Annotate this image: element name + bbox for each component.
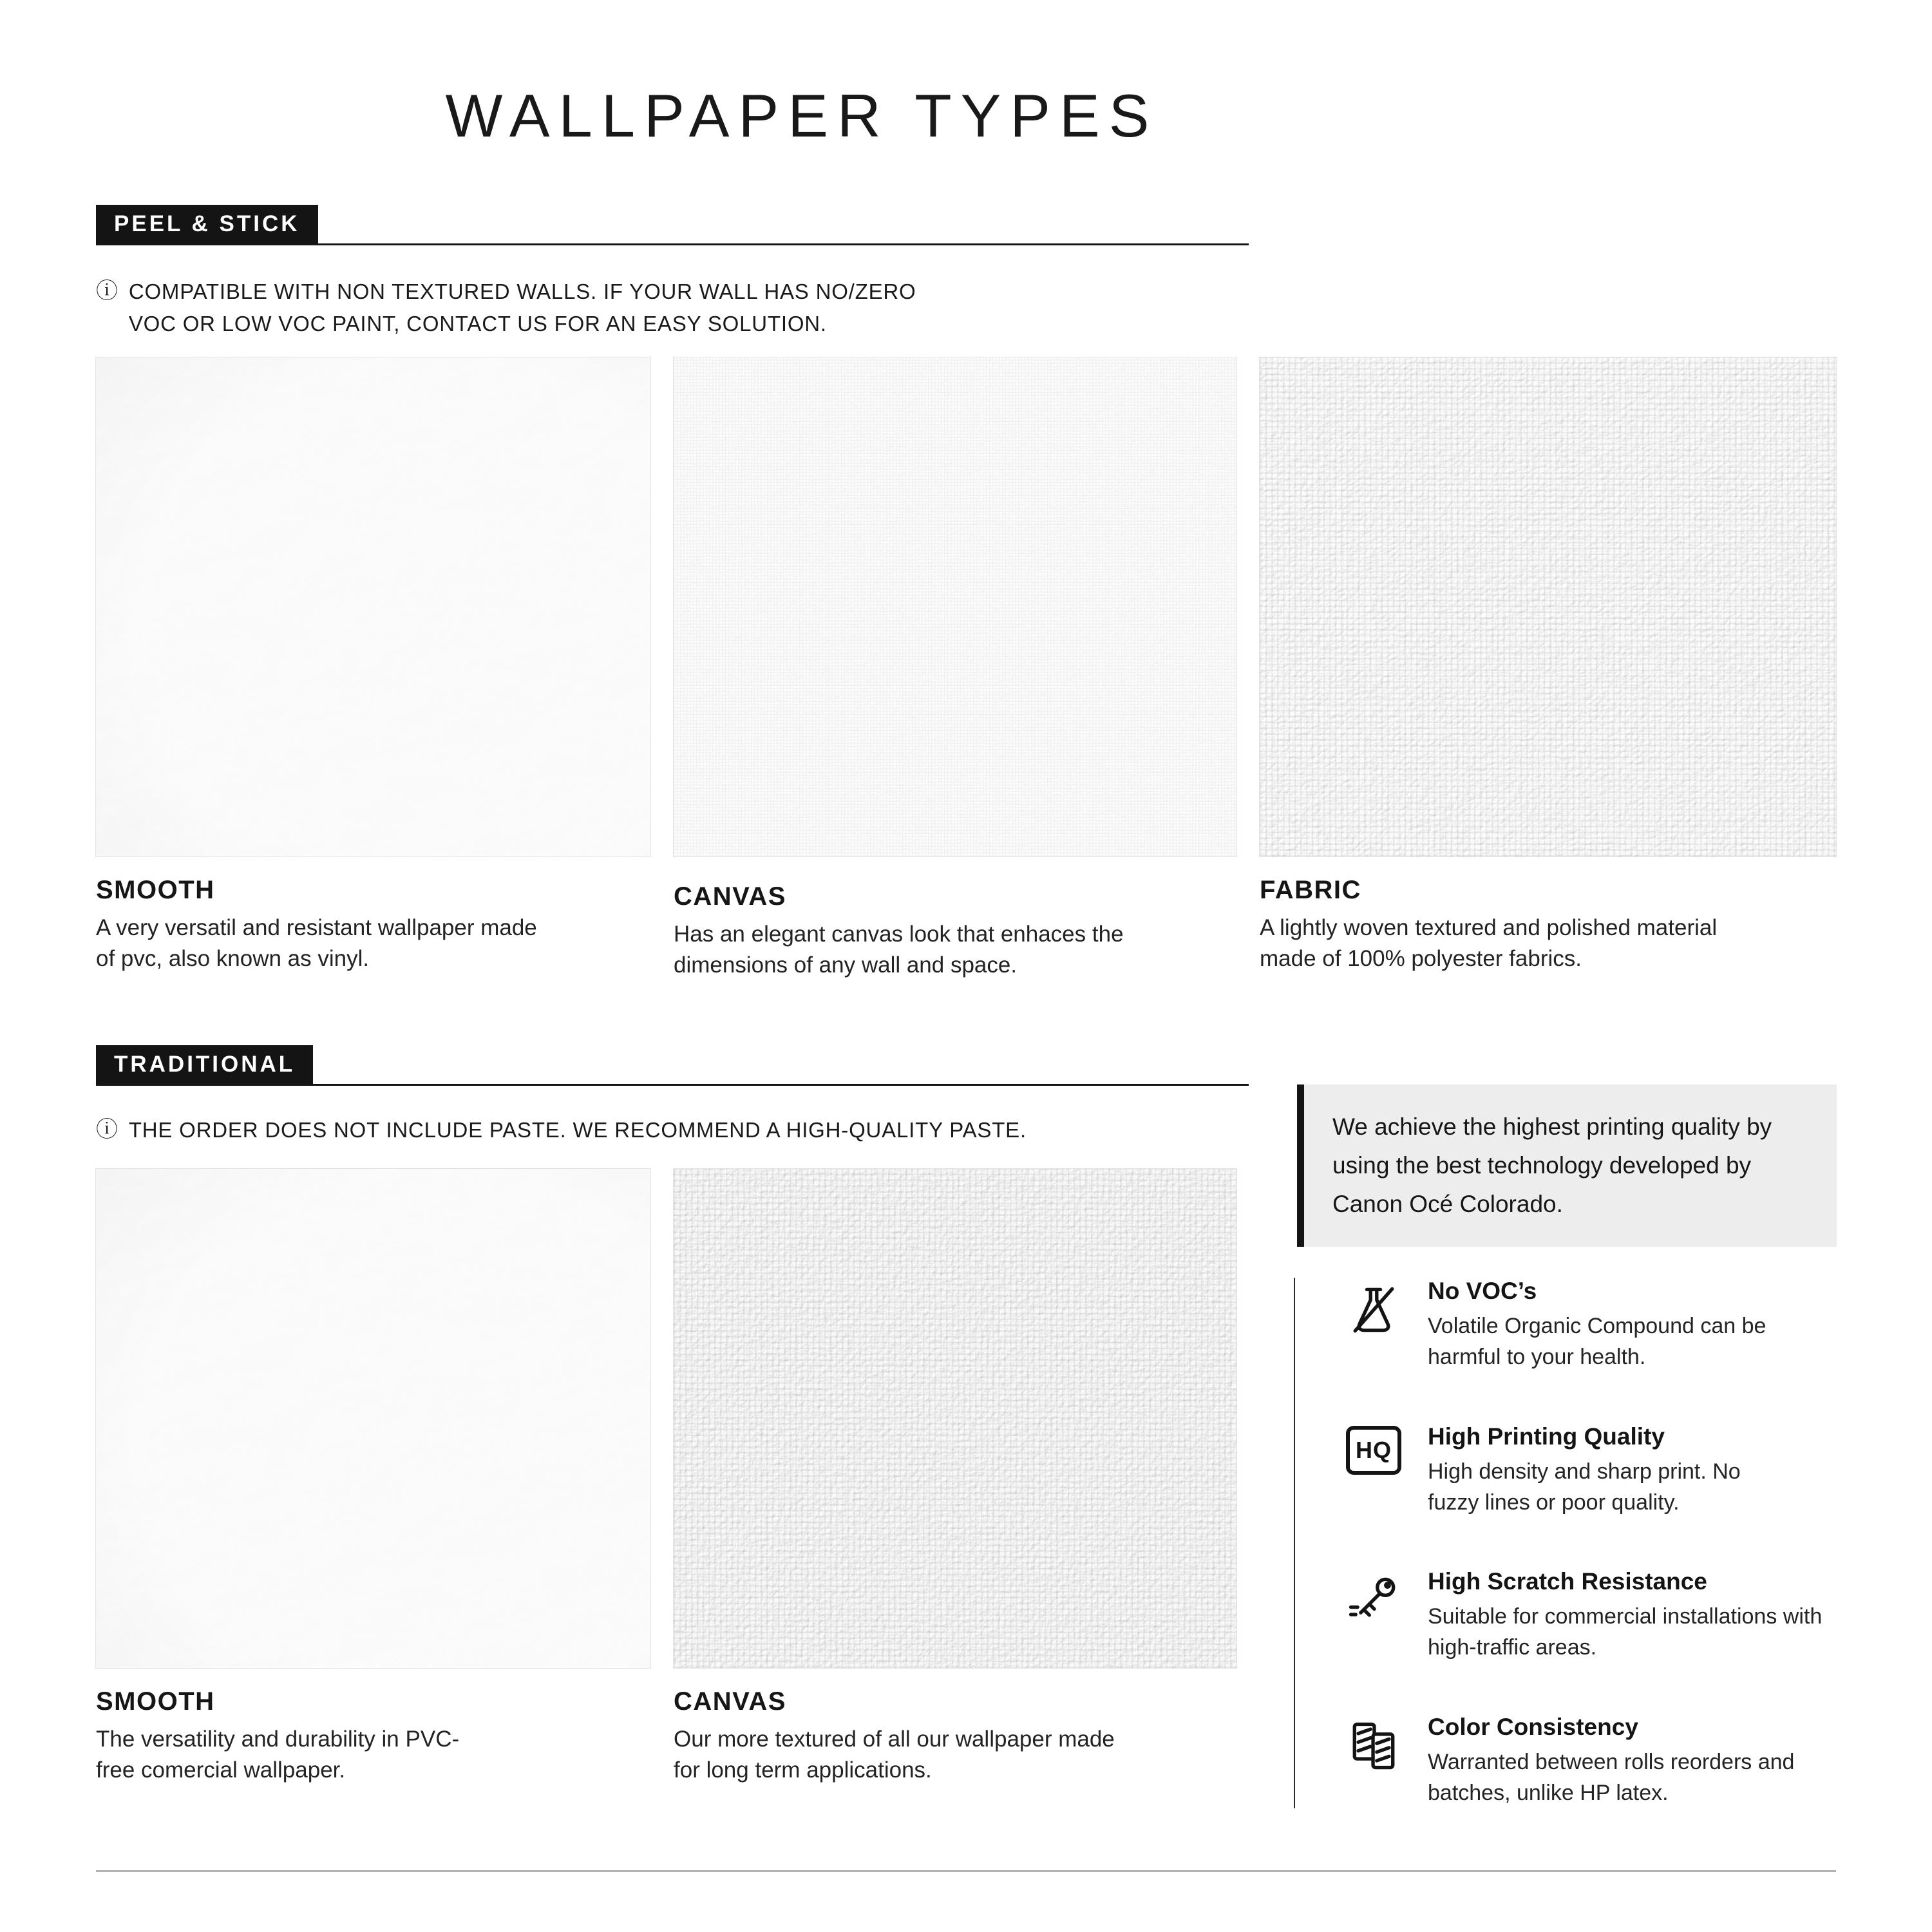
swatch-card-canvas: [674, 357, 1236, 981]
smooth-texture-image: [96, 1169, 650, 1668]
feature-color-consistency: [1343, 1714, 1837, 1809]
traditional-swatch-row: [96, 1169, 1236, 1786]
swatch-card-fabric: [1260, 357, 1836, 981]
swatch-description: A lightly woven textured and polished material made of 100% polyester fabrics.: [1260, 915, 1718, 972]
swatch-name: FABRIC: [1260, 876, 1361, 904]
feature-title: High Printing Quality: [1428, 1423, 1665, 1450]
feature-scratch-resistance: [1343, 1568, 1837, 1663]
info-icon: ⓘ: [96, 1117, 118, 1142]
feature-text: [1428, 1714, 1814, 1809]
print-quality-callout: [1297, 1084, 1837, 1247]
feature-list: [1294, 1278, 1837, 1808]
color-swatches-icon: [1343, 1714, 1405, 1776]
swatch-description: The versatility and durability in PVC-free comercial wallpaper.: [96, 1727, 460, 1783]
swatch-description: Has an elegant canvas look that enhaces the dimensions of any wall and space.: [674, 922, 1124, 978]
swatch-card-canvas: [674, 1169, 1236, 1786]
note-text: [129, 1114, 1027, 1146]
callout-text: We achieve the highest printing quality by using the best technology developed by Canon Océ Colorado.: [1332, 1113, 1772, 1217]
note-text: [129, 276, 916, 339]
bottom-divider: [96, 1870, 1836, 1872]
feature-description: Suitable for commercial installations with high-traffic areas.: [1428, 1604, 1823, 1660]
note-line: THE ORDER DOES NOT INCLUDE PASTE. WE RECOMMEND A HIGH-QUALITY PASTE.: [128, 1118, 1027, 1142]
traditional-section-header: [96, 1047, 1249, 1086]
fabric-texture-image: [1260, 357, 1836, 857]
feature-no-voc: [1343, 1278, 1837, 1373]
note-line: VOC OR LOW VOC PAINT, CONTACT US FOR AN EASY SOLUTION.: [128, 311, 827, 336]
rough-canvas-texture-image: [674, 1169, 1236, 1668]
no-voc-icon: [1343, 1278, 1405, 1340]
feature-title: Color Consistency: [1428, 1713, 1638, 1740]
peel-stick-note: [96, 276, 916, 339]
peel-stick-badge: PEEL & STICK: [96, 205, 318, 243]
note-line: COMPATIBLE WITH NON TEXTURED WALLS. IF YOUR WALL HAS NO/ZERO: [128, 279, 916, 303]
swatch-name: SMOOTH: [96, 1687, 215, 1716]
traditional-badge: TRADITIONAL: [96, 1045, 313, 1084]
swatch-card-smooth: [96, 1169, 650, 1786]
swatch-card-smooth: [96, 357, 650, 981]
feature-text: [1428, 1278, 1788, 1373]
swatch-name: CANVAS: [674, 882, 786, 911]
canvas-texture-image: [674, 357, 1236, 857]
swatch-description: A very versatil and resistant wallpaper made of pvc, also known as vinyl.: [96, 915, 537, 972]
feature-description: High density and sharp print. No fuzzy lines or poor quality.: [1428, 1459, 1741, 1515]
swatch-name: CANVAS: [674, 1687, 786, 1716]
feature-title: High Scratch Resistance: [1428, 1568, 1707, 1595]
feature-text: [1428, 1423, 1788, 1519]
info-icon: ⓘ: [96, 279, 118, 303]
feature-text: [1428, 1568, 1837, 1663]
traditional-note: [96, 1114, 1027, 1146]
smooth-texture-image: [96, 357, 650, 857]
feature-description: Volatile Organic Compound can be harmful to your health.: [1428, 1314, 1766, 1370]
page-title: WALLPAPER TYPES: [445, 82, 1159, 149]
scratch-resistance-icon: [1343, 1568, 1405, 1630]
feature-high-printing-quality: [1343, 1423, 1837, 1519]
feature-title: No VOC’s: [1428, 1278, 1537, 1304]
swatch-description: Our more textured of all our wallpaper made for long term applications.: [674, 1727, 1115, 1783]
hq-icon: [1343, 1423, 1405, 1475]
swatch-name: SMOOTH: [96, 876, 215, 904]
feature-description: Warranted between rolls reorders and batches, unlike HP latex.: [1428, 1749, 1795, 1805]
peel-stick-swatch-row: [96, 357, 1836, 981]
peel-stick-section-header: [96, 207, 1249, 245]
hq-icon-label: HQ: [1346, 1426, 1401, 1475]
